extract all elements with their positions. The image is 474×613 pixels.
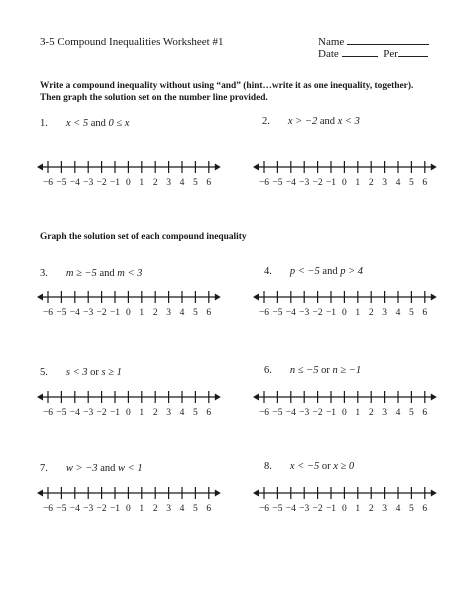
tick-label: 6 xyxy=(422,408,428,418)
instruction-line-1: Write a compound inequality without using “and” (hint…write it as one inequality, together). xyxy=(40,81,414,91)
per-label: Per xyxy=(383,48,398,60)
tick-label: −1 xyxy=(325,308,337,318)
left-arrow-icon xyxy=(253,164,259,171)
number-line-3[interactable] xyxy=(36,288,226,322)
tick-label: −2 xyxy=(96,178,107,188)
tick-label: 5 xyxy=(409,308,414,318)
worksheet-title: 3-5 Compound Inequalities Worksheet #1 xyxy=(40,36,224,48)
tick-label: −3 xyxy=(299,308,310,318)
inequality xyxy=(66,118,130,129)
tick-label: 0 xyxy=(342,504,347,514)
tick-label: −2 xyxy=(312,308,323,318)
inequality xyxy=(290,365,361,376)
inequality-connector: and xyxy=(319,116,336,127)
tick-label: −5 xyxy=(56,308,67,318)
problem-3 xyxy=(40,263,142,281)
number-line-6[interactable] xyxy=(252,388,442,422)
tick-label: 4 xyxy=(179,178,185,188)
problem-number: 4. xyxy=(264,266,272,277)
inequality-part-a: x > −2 xyxy=(287,116,318,127)
tick-label: 2 xyxy=(368,308,374,318)
tick-label: −3 xyxy=(83,178,94,188)
tick-label: −1 xyxy=(325,504,337,514)
tick-label: 4 xyxy=(179,408,185,418)
tick-label: −4 xyxy=(69,504,80,514)
inequality-part-a: s < 3 xyxy=(65,367,88,378)
tick-label: −3 xyxy=(83,308,94,318)
tick-label: 1 xyxy=(139,308,145,318)
number-line-8[interactable] xyxy=(252,484,442,518)
tick-label: −3 xyxy=(299,408,310,418)
tick-label: 2 xyxy=(152,408,158,418)
number-line-7[interactable] xyxy=(36,484,226,518)
tick-label: 5 xyxy=(193,408,198,418)
tick-label: −3 xyxy=(83,408,94,418)
inequality xyxy=(66,463,143,474)
left-arrow-icon xyxy=(37,294,43,301)
tick-label: −6 xyxy=(42,178,54,188)
tick-label: 4 xyxy=(179,308,185,318)
inequality-part-a: w > −3 xyxy=(65,463,98,474)
per-blank[interactable] xyxy=(398,46,428,57)
problem-number: 2. xyxy=(262,116,270,127)
tick-label: 2 xyxy=(152,504,158,514)
tick-label: 6 xyxy=(206,504,212,514)
tick-label: −6 xyxy=(258,178,270,188)
tick-label: 5 xyxy=(409,504,414,514)
right-arrow-icon xyxy=(431,294,437,301)
number-line-2[interactable] xyxy=(252,158,442,192)
tick-label: −1 xyxy=(109,504,121,514)
problem-7 xyxy=(40,458,143,476)
inequality-connector: and xyxy=(99,268,115,279)
tick-label: 5 xyxy=(193,504,198,514)
tick-label: 0 xyxy=(126,408,131,418)
tick-label: −5 xyxy=(56,504,67,514)
problem-number: 7. xyxy=(40,463,48,474)
inequality xyxy=(290,266,363,277)
tick-label: 6 xyxy=(422,308,428,318)
inequality-part-b: n ≥ −1 xyxy=(332,365,362,376)
tick-label: 6 xyxy=(422,504,428,514)
tick-label: 4 xyxy=(179,504,185,514)
tick-label: −4 xyxy=(69,178,80,188)
inequality xyxy=(66,367,122,378)
instruction-line-2: Then graph the solution set on the number line provided. xyxy=(40,93,268,103)
tick-label: 4 xyxy=(395,178,401,188)
tick-label: −3 xyxy=(299,504,310,514)
tick-label: −6 xyxy=(258,308,270,318)
problem-1 xyxy=(40,113,129,131)
tick-label: 2 xyxy=(152,308,158,318)
right-arrow-icon xyxy=(215,394,221,401)
left-arrow-icon xyxy=(37,164,43,171)
tick-label: −2 xyxy=(312,178,323,188)
inequality-part-a: x < −5 xyxy=(289,461,320,472)
tick-label: 3 xyxy=(382,408,387,418)
inequality-part-a: n ≤ −5 xyxy=(289,365,319,376)
inequality xyxy=(288,116,360,127)
tick-label: 1 xyxy=(355,308,361,318)
problem-8 xyxy=(264,456,354,474)
tick-label: 1 xyxy=(355,178,361,188)
problem-number: 6. xyxy=(264,365,272,376)
name-label: Name xyxy=(318,36,345,48)
inequality-part-b: w < 1 xyxy=(117,463,143,474)
problem-number: 1. xyxy=(40,118,48,129)
tick-label: 6 xyxy=(422,178,428,188)
tick-label: −6 xyxy=(258,504,270,514)
problem-number: 3. xyxy=(40,268,48,279)
tick-label: −5 xyxy=(56,178,67,188)
inequality-part-a: x < 5 xyxy=(65,118,89,129)
tick-label: −5 xyxy=(272,178,283,188)
tick-label: −4 xyxy=(285,504,296,514)
tick-label: 1 xyxy=(355,408,361,418)
tick-label: 0 xyxy=(126,308,131,318)
problem-4 xyxy=(264,261,363,279)
inequality-connector: or xyxy=(321,461,331,472)
tick-label: −2 xyxy=(312,408,323,418)
tick-label: −6 xyxy=(42,408,54,418)
tick-label: 4 xyxy=(395,504,401,514)
tick-label: −4 xyxy=(285,308,296,318)
date-per-field xyxy=(318,46,428,60)
inequality xyxy=(66,268,143,279)
inequality xyxy=(290,461,354,472)
tick-label: 2 xyxy=(368,178,374,188)
tick-label: 1 xyxy=(139,408,145,418)
tick-label: 3 xyxy=(382,308,387,318)
tick-label: −2 xyxy=(96,308,107,318)
inequality-part-b: p > 4 xyxy=(340,266,364,277)
left-arrow-icon xyxy=(253,294,259,301)
tick-label: −3 xyxy=(299,178,310,188)
right-arrow-icon xyxy=(215,294,221,301)
inequality-connector: or xyxy=(90,367,99,378)
tick-label: −6 xyxy=(42,308,54,318)
date-label: Date xyxy=(318,48,339,60)
tick-label: 0 xyxy=(342,178,347,188)
name-blank[interactable] xyxy=(347,34,429,45)
tick-label: −1 xyxy=(109,408,121,418)
tick-label: 5 xyxy=(193,308,198,318)
tick-label: 6 xyxy=(206,408,212,418)
problem-6 xyxy=(264,360,361,378)
tick-label: −5 xyxy=(272,408,283,418)
tick-label: 3 xyxy=(166,408,171,418)
inequality-part-a: m ≥ −5 xyxy=(65,268,97,279)
tick-label: −4 xyxy=(69,408,80,418)
tick-label: 3 xyxy=(382,178,387,188)
tick-label: 6 xyxy=(206,308,212,318)
tick-label: 0 xyxy=(342,308,347,318)
tick-label: −1 xyxy=(109,178,121,188)
tick-label: −2 xyxy=(312,504,323,514)
right-arrow-icon xyxy=(215,164,221,171)
tick-label: 2 xyxy=(368,504,374,514)
problem-5 xyxy=(40,362,122,380)
left-arrow-icon xyxy=(253,490,259,497)
number-line-4[interactable] xyxy=(252,288,442,322)
inequality-part-b: 0 ≤ x xyxy=(108,118,130,129)
tick-label: 5 xyxy=(409,408,414,418)
inequality-part-b: x < 3 xyxy=(337,116,360,127)
tick-label: 1 xyxy=(139,504,145,514)
inequality-part-b: s ≥ 1 xyxy=(101,367,122,378)
inequality-connector: and xyxy=(100,463,116,474)
tick-label: 4 xyxy=(395,408,401,418)
tick-label: −2 xyxy=(96,408,107,418)
tick-label: 3 xyxy=(166,504,171,514)
tick-label: 3 xyxy=(166,308,171,318)
number-line-5[interactable] xyxy=(36,388,226,422)
tick-label: 4 xyxy=(395,308,401,318)
problem-number: 8. xyxy=(264,461,272,472)
tick-label: −3 xyxy=(83,504,94,514)
number-line-1[interactable] xyxy=(36,158,226,192)
tick-label: −5 xyxy=(272,504,283,514)
problem-number: 5. xyxy=(40,367,48,378)
tick-label: 2 xyxy=(368,408,374,418)
inequality-connector: and xyxy=(90,118,106,129)
tick-label: 1 xyxy=(139,178,145,188)
left-arrow-icon xyxy=(37,394,43,401)
inequality-part-b: x ≥ 0 xyxy=(333,461,355,472)
tick-label: −5 xyxy=(56,408,67,418)
section-2-instruction: Graph the solution set of each compound inequality xyxy=(40,232,247,242)
tick-label: −2 xyxy=(96,504,107,514)
tick-label: 1 xyxy=(355,504,361,514)
inequality-part-a: p < −5 xyxy=(289,266,320,277)
inequality-connector: or xyxy=(321,365,330,376)
tick-label: −4 xyxy=(69,308,80,318)
tick-label: −1 xyxy=(109,308,121,318)
tick-label: 5 xyxy=(193,178,198,188)
tick-label: −4 xyxy=(285,178,296,188)
right-arrow-icon xyxy=(431,164,437,171)
tick-label: 5 xyxy=(409,178,414,188)
tick-label: −5 xyxy=(272,308,283,318)
tick-label: 0 xyxy=(342,408,347,418)
right-arrow-icon xyxy=(431,490,437,497)
problem-2 xyxy=(262,111,360,129)
tick-label: −6 xyxy=(42,504,54,514)
tick-label: 3 xyxy=(166,178,171,188)
tick-label: 2 xyxy=(152,178,158,188)
tick-label: −1 xyxy=(325,408,337,418)
tick-label: 6 xyxy=(206,178,212,188)
inequality-connector: and xyxy=(322,266,338,277)
right-arrow-icon xyxy=(431,394,437,401)
inequality-part-b: m < 3 xyxy=(117,268,143,279)
tick-label: 0 xyxy=(126,504,131,514)
tick-label: −4 xyxy=(285,408,296,418)
date-blank[interactable] xyxy=(342,46,378,57)
left-arrow-icon xyxy=(37,490,43,497)
left-arrow-icon xyxy=(253,394,259,401)
tick-label: 3 xyxy=(382,504,387,514)
tick-label: −1 xyxy=(325,178,337,188)
tick-label: 0 xyxy=(126,178,131,188)
tick-label: −6 xyxy=(258,408,270,418)
right-arrow-icon xyxy=(215,490,221,497)
